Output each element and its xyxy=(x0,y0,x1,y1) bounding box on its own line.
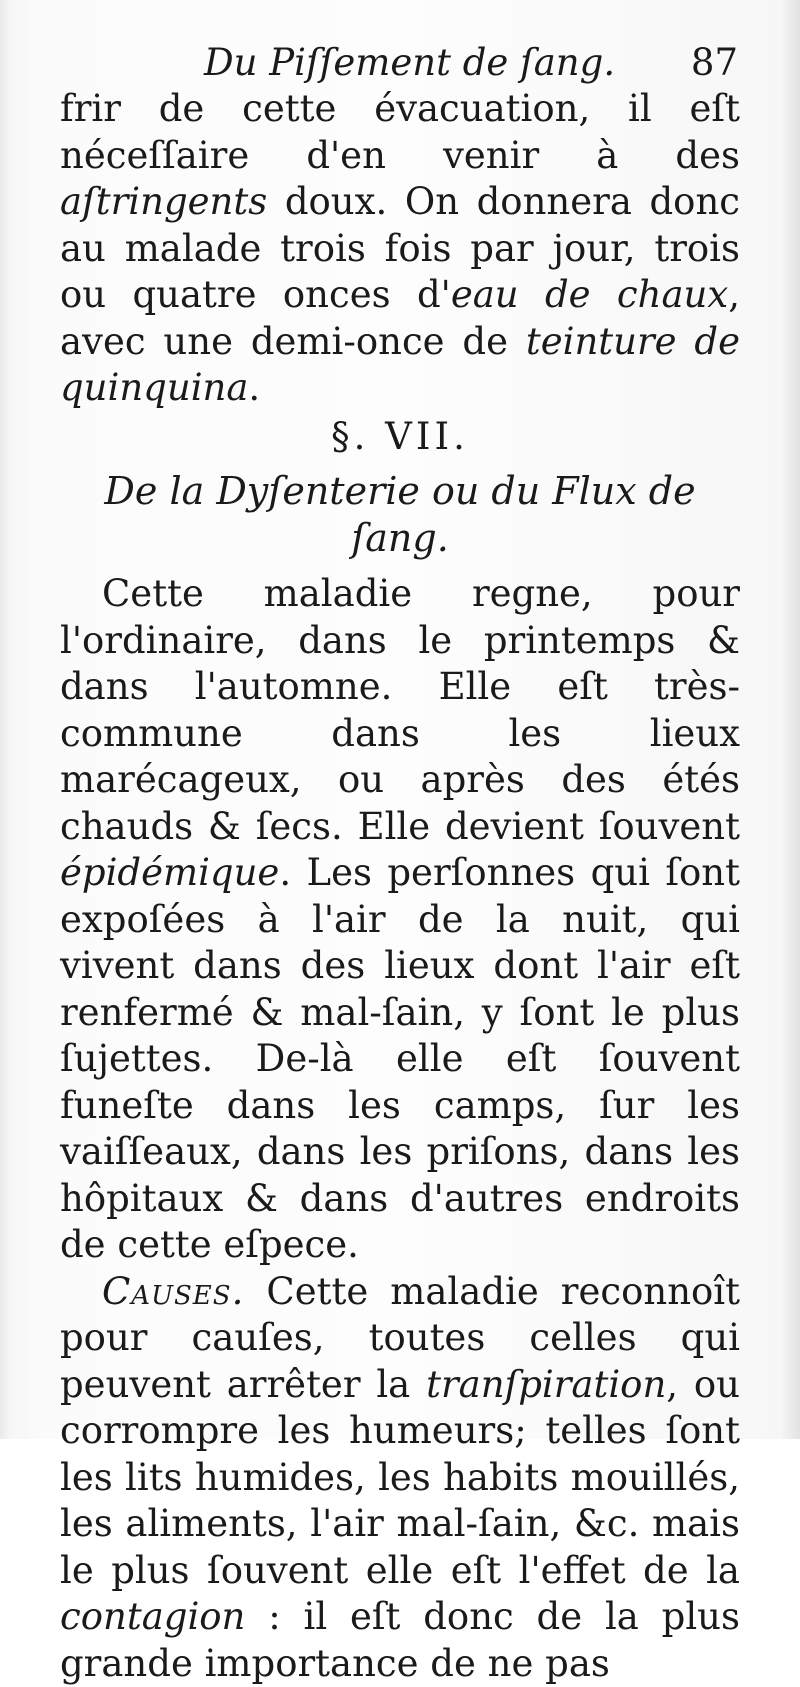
italic-term: aſtringents xyxy=(60,180,267,223)
paragraph-continuation xyxy=(60,86,740,412)
text-run: . Les perſonnes qui ſont expoſées à l'air de la nuit, qui vivent dans des lieux dont l'air eſt renfermé & mal-ſain, y ſont le plus ſujettes. De-là elle eſt ſouvent funeſte dans les camps, ſur les vaiſſeaux, dans les priſons, dans les hôpitaux & dans d'autres endroits de cette eſpece. xyxy=(60,851,740,1266)
paragraph-dysentery xyxy=(60,571,740,1269)
text-run: , ou corrompre les humeurs; telles ſont les lits humides, les habits mouillés, les aliments, l'air mal-ſain, &c. mais le plus ſouvent elle eſt l'effet de la xyxy=(60,1363,740,1592)
causes-label: Causes. xyxy=(102,1270,244,1313)
running-title: Du Piſſement de ſang. xyxy=(204,40,615,87)
italic-term: tranſpiration xyxy=(426,1363,666,1406)
section-title: De la Dyſenterie ou du Flux de ſang. xyxy=(60,468,740,561)
text-run: Cette maladie reconnoît pour cauſes, toutes celles qui peuvent arrêter la xyxy=(60,1270,740,1406)
page-number: 87 xyxy=(691,40,738,87)
italic-term: teinture de quinquina xyxy=(60,320,740,410)
italic-term: eau de chaux xyxy=(451,273,728,316)
page-text xyxy=(60,40,740,1687)
italic-term: contagion xyxy=(60,1595,245,1638)
text-run: : il eſt donc de la plus grande importance de ne pas xyxy=(60,1595,740,1685)
text-run: , avec une demi-once de xyxy=(60,273,740,363)
text-run: doux. On donnera donc au malade trois fois par jour, trois ou quatre onces d' xyxy=(60,180,740,316)
italic-term: épidémique xyxy=(60,851,279,894)
text-run: Cette maladie regne, pour l'ordinaire, dans le printemps & dans l'automne. Elle eſt très-commune dans les lieux marécageux, ou après des étés chauds & ſecs. Elle devient ſouvent xyxy=(60,572,740,848)
page-header xyxy=(60,40,740,86)
section-heading: §. VII. xyxy=(60,414,740,461)
text-run: frir de cette évacuation, il eſt néceſſaire d'en venir à des xyxy=(60,87,740,177)
paragraph-causes xyxy=(60,1269,740,1687)
text-run: . xyxy=(248,366,260,409)
